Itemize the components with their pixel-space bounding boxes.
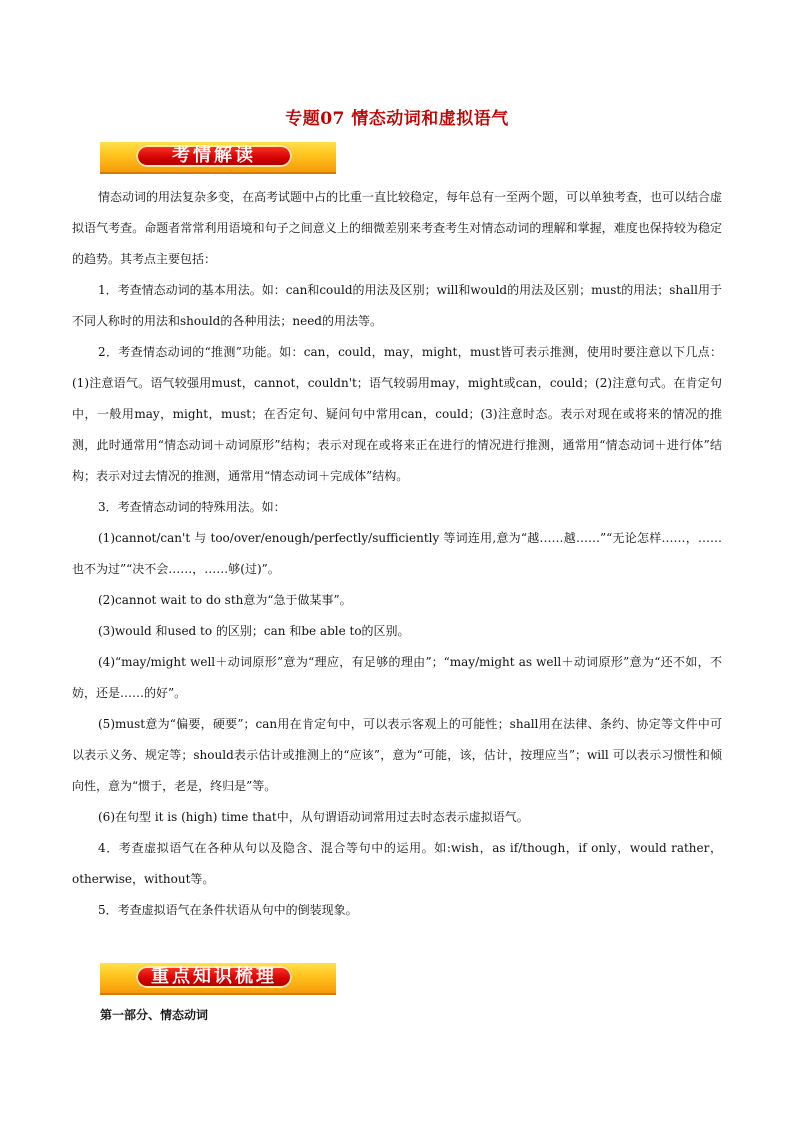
special-usage-6: (6)在句型 it is (high) time that中，从句谓语动词常用过去时态表示虚拟语气。 <box>98 810 529 824</box>
special-usage-5: (5)must意为“偏要，硬要”；can用在肯定句中，可以表示客观上的可能性；shall用在法律、条约、协定等文件中可以表示义务、规定等；should表示估计或推测上的“应该”，意为“可能，该，估计，按理应当”；will 可以表示习惯性和倾向性，意为“惯于，老是，终归是”等。 <box>72 717 722 793</box>
section-banner-exam-analysis <box>100 142 336 174</box>
point-4: 4．考查虚拟语气在各种从句以及隐含、混合等句中的运用。如:wish，as if/though，if only，would rather，otherwise，without等。 <box>72 841 722 886</box>
banner-label: 考情解读 <box>172 145 256 166</box>
special-usage-1: (1)cannot/can't 与 too/over/enough/perfectly/sufficiently 等词连用,意为“越……越……”“无论怎样……，……也不为过”“决不会……，……够(过)”。 <box>72 531 722 576</box>
point-1: 1．考查情态动词的基本用法。如：can和could的用法及区别；will和would的用法及区别；must的用法；shall用于不同人称时的用法和should的各种用法；need的用法等。 <box>72 283 722 328</box>
point-2: 2．考查情态动词的“推测”功能。如：can，could，may，might，must皆可表示推测，使用时要注意以下几点：(1)注意语气。语气较强用must，cannot，couldn't；语气较弱用may，might或can，could；(2)注意句式。在肯定句中，一般用may，might，must；在否定句、疑问句中常用can，could；(3)注意时态。表示对现在或将来的情况的推测，此时通常用“情态动词＋动词原形”结构；表示对现在或将来正在进行的情况进行推测，通常用“情态动词＋进行体”结构；表示对过去情况的推测，通常用“情态动词＋完成体”结构。 <box>72 345 722 483</box>
section-banner-key-knowledge <box>100 963 336 995</box>
special-usage-4: (4)“may/might well＋动词原形”意为“理应，有足够的理由”；“may/might as well＋动词原形”意为“还不如，不妨，还是……的好”。 <box>72 655 722 700</box>
point-5: 5．考查虚拟语气在条件状语从句中的倒装现象。 <box>98 903 358 917</box>
banner-label-box <box>136 145 292 167</box>
exam-analysis-body <box>72 182 722 926</box>
banner-label: 重点知识梳理 <box>151 966 277 987</box>
page-title: 专题07 情态动词和虚拟语气 <box>285 109 509 129</box>
intro-paragraph: 情态动词的用法复杂多变，在高考试题中占的比重一直比较稳定，每年总有一至两个题，可以单独考查，也可以结合虚拟语气考查。命题者常常利用语境和句子之间意义上的细微差别来考查考生对情态动词的理解和掌握，难度也保持较为稳定的趋势。其考点主要包括： <box>72 190 723 266</box>
special-usage-2: (2)cannot wait to do sth意为“急于做某事”。 <box>98 593 352 607</box>
special-usage-3: (3)would 和used to 的区别；can 和be able to的区别。 <box>98 624 410 638</box>
point-3: 3．考查情态动词的特殊用法。如： <box>98 500 286 514</box>
banner-label-box <box>136 966 292 988</box>
section-heading: 第一部分、情态动词 <box>100 1008 209 1022</box>
